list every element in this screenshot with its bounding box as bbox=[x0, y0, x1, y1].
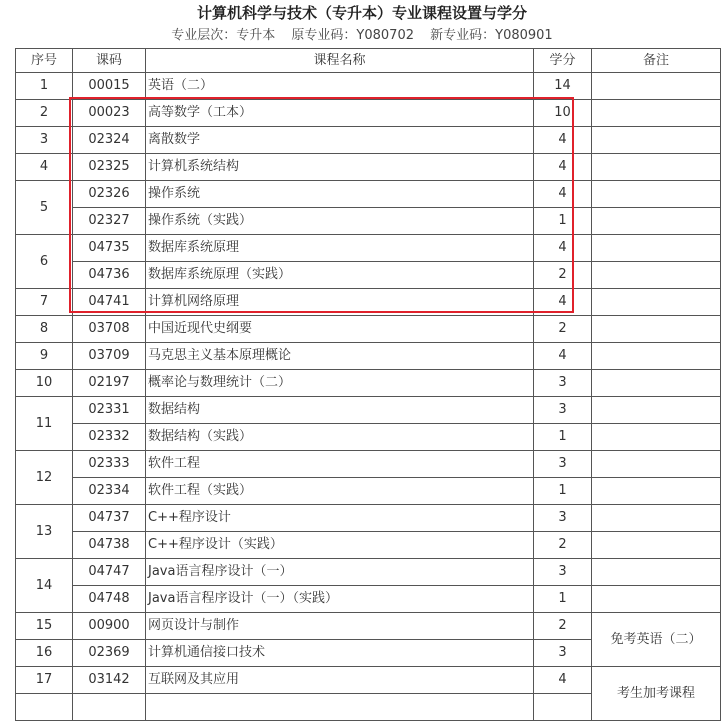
table-row bbox=[16, 586, 721, 613]
cell-note bbox=[592, 478, 721, 505]
table-row bbox=[16, 397, 721, 424]
cell-seq bbox=[16, 694, 73, 721]
header-name: 课程名称 bbox=[146, 49, 534, 73]
cell-name: Java语言程序设计（一） bbox=[146, 559, 534, 586]
table-row bbox=[16, 478, 721, 505]
cell-code bbox=[73, 694, 146, 721]
cell-code: 02326 bbox=[73, 181, 146, 208]
table-row bbox=[16, 127, 721, 154]
cell-code: 04735 bbox=[73, 235, 146, 262]
cell-name: 数据库系统原理（实践） bbox=[146, 262, 534, 289]
cell-name: 中国近现代史纲要 bbox=[146, 316, 534, 343]
cell-code: 03708 bbox=[73, 316, 146, 343]
header-credit: 学分 bbox=[534, 49, 592, 73]
cell-name: 计算机通信接口技术 bbox=[146, 640, 534, 667]
cell-name: C++程序设计（实践） bbox=[146, 532, 534, 559]
cell-name: Java语言程序设计（一）（实践） bbox=[146, 586, 534, 613]
cell-note bbox=[592, 586, 721, 613]
header-code: 课码 bbox=[73, 49, 146, 73]
note-exempt-english: 免考英语（二） bbox=[592, 613, 721, 667]
cell-credit: 4 bbox=[534, 235, 592, 262]
cell-name: 计算机网络原理 bbox=[146, 289, 534, 316]
cell-name: 操作系统（实践） bbox=[146, 208, 534, 235]
cell-name: 数据结构 bbox=[146, 397, 534, 424]
cell-credit: 1 bbox=[534, 586, 592, 613]
cell-seq: 9 bbox=[16, 343, 73, 370]
cell-seq: 5 bbox=[16, 181, 73, 235]
cell-note bbox=[592, 532, 721, 559]
cell-code: 04747 bbox=[73, 559, 146, 586]
cell-credit: 2 bbox=[534, 262, 592, 289]
cell-name: 数据结构（实践） bbox=[146, 424, 534, 451]
cell-seq: 11 bbox=[16, 397, 73, 451]
cell-note bbox=[592, 424, 721, 451]
cell-seq: 12 bbox=[16, 451, 73, 505]
cell-name: 软件工程（实践） bbox=[146, 478, 534, 505]
cell-credit: 14 bbox=[534, 73, 592, 100]
cell-credit: 3 bbox=[534, 397, 592, 424]
table-row bbox=[16, 154, 721, 181]
cell-name: 互联网及其应用 bbox=[146, 667, 534, 694]
table-row bbox=[16, 208, 721, 235]
cell-note bbox=[592, 154, 721, 181]
cell-name: 概率论与数理统计（二） bbox=[146, 370, 534, 397]
cell-credit: 3 bbox=[534, 559, 592, 586]
cell-credit: 4 bbox=[534, 343, 592, 370]
cell-seq: 3 bbox=[16, 127, 73, 154]
cell-note bbox=[592, 181, 721, 208]
cell-seq: 4 bbox=[16, 154, 73, 181]
cell-credit: 4 bbox=[534, 127, 592, 154]
cell-note bbox=[592, 73, 721, 100]
header-note: 备注 bbox=[592, 49, 721, 73]
cell-credit: 1 bbox=[534, 424, 592, 451]
page-subtitle bbox=[0, 26, 724, 46]
cell-seq: 2 bbox=[16, 100, 73, 127]
table-row bbox=[16, 370, 721, 397]
cell-note bbox=[592, 289, 721, 316]
cell-credit: 1 bbox=[534, 208, 592, 235]
table-row bbox=[16, 667, 721, 694]
cell-code: 02327 bbox=[73, 208, 146, 235]
table-row bbox=[16, 316, 721, 343]
cell-name: 高等数学（工本） bbox=[146, 100, 534, 127]
cell-code: 02334 bbox=[73, 478, 146, 505]
cell-seq: 10 bbox=[16, 370, 73, 397]
cell-name: 操作系统 bbox=[146, 181, 534, 208]
cell-credit: 2 bbox=[534, 316, 592, 343]
cell-seq: 8 bbox=[16, 316, 73, 343]
cell-seq: 14 bbox=[16, 559, 73, 613]
cell-seq: 13 bbox=[16, 505, 73, 559]
cell-note bbox=[592, 559, 721, 586]
cell-name: 英语（二） bbox=[146, 73, 534, 100]
cell-code: 02324 bbox=[73, 127, 146, 154]
cell-name: 计算机系统结构 bbox=[146, 154, 534, 181]
cell-code: 00900 bbox=[73, 613, 146, 640]
table-row bbox=[16, 559, 721, 586]
cell-note bbox=[592, 343, 721, 370]
cell-name: 马克思主义基本原理概论 bbox=[146, 343, 534, 370]
cell-credit: 4 bbox=[534, 181, 592, 208]
table-row bbox=[16, 289, 721, 316]
cell-seq: 7 bbox=[16, 289, 73, 316]
table-row bbox=[16, 613, 721, 640]
table-row bbox=[16, 73, 721, 100]
cell-code: 04738 bbox=[73, 532, 146, 559]
cell-note bbox=[592, 100, 721, 127]
cell-name: 软件工程 bbox=[146, 451, 534, 478]
page-title: 计算机科学与技术（专升本）专业课程设置与学分 bbox=[196, 4, 527, 22]
table-row bbox=[16, 424, 721, 451]
cell-code: 00015 bbox=[73, 73, 146, 100]
cell-note bbox=[592, 316, 721, 343]
cell-code: 04748 bbox=[73, 586, 146, 613]
cell-credit: 3 bbox=[534, 370, 592, 397]
cell-code: 03709 bbox=[73, 343, 146, 370]
cell-code: 04741 bbox=[73, 289, 146, 316]
cell-code: 02333 bbox=[73, 451, 146, 478]
cell-code: 02369 bbox=[73, 640, 146, 667]
table-row bbox=[16, 532, 721, 559]
table-row bbox=[16, 262, 721, 289]
cell-note bbox=[592, 127, 721, 154]
cell-note bbox=[592, 505, 721, 532]
table-row bbox=[16, 100, 721, 127]
cell-credit: 4 bbox=[534, 289, 592, 316]
cell-name bbox=[146, 694, 534, 721]
table-row bbox=[16, 181, 721, 208]
table-row bbox=[16, 343, 721, 370]
cell-credit: 4 bbox=[534, 667, 592, 694]
cell-seq: 17 bbox=[16, 667, 73, 694]
cell-code: 02325 bbox=[73, 154, 146, 181]
subtitle-new-code: 新专业码：Y080901 bbox=[430, 28, 553, 43]
cell-credit bbox=[534, 694, 592, 721]
cell-code: 00023 bbox=[73, 100, 146, 127]
cell-note bbox=[592, 370, 721, 397]
cell-note bbox=[592, 451, 721, 478]
cell-code: 02331 bbox=[73, 397, 146, 424]
subtitle-level: 专业层次：专升本 bbox=[171, 28, 276, 43]
cell-name: 网页设计与制作 bbox=[146, 613, 534, 640]
note-extra-courses: 考生加考课程 bbox=[592, 667, 721, 721]
cell-credit: 10 bbox=[534, 100, 592, 127]
cell-credit: 3 bbox=[534, 640, 592, 667]
cell-seq: 1 bbox=[16, 73, 73, 100]
cell-name: 离散数学 bbox=[146, 127, 534, 154]
cell-code: 02332 bbox=[73, 424, 146, 451]
cell-note bbox=[592, 208, 721, 235]
header-seq: 序号 bbox=[16, 49, 73, 73]
cell-seq: 16 bbox=[16, 640, 73, 667]
cell-seq: 6 bbox=[16, 235, 73, 289]
cell-code: 04737 bbox=[73, 505, 146, 532]
table-row bbox=[16, 451, 721, 478]
cell-credit: 1 bbox=[534, 478, 592, 505]
cell-seq: 15 bbox=[16, 613, 73, 640]
course-table bbox=[15, 48, 721, 721]
cell-name: C++程序设计 bbox=[146, 505, 534, 532]
cell-code: 04736 bbox=[73, 262, 146, 289]
cell-credit: 2 bbox=[534, 532, 592, 559]
cell-name: 数据库系统原理 bbox=[146, 235, 534, 262]
cell-credit: 3 bbox=[534, 451, 592, 478]
cell-note bbox=[592, 235, 721, 262]
cell-code: 02197 bbox=[73, 370, 146, 397]
table-header-row bbox=[16, 49, 721, 73]
cell-credit: 3 bbox=[534, 505, 592, 532]
cell-note bbox=[592, 397, 721, 424]
table-row bbox=[16, 505, 721, 532]
cell-note bbox=[592, 262, 721, 289]
cell-code: 03142 bbox=[73, 667, 146, 694]
cell-credit: 2 bbox=[534, 613, 592, 640]
table-row bbox=[16, 235, 721, 262]
cell-credit: 4 bbox=[534, 154, 592, 181]
subtitle-old-code: 原专业码：Y080702 bbox=[291, 28, 414, 43]
